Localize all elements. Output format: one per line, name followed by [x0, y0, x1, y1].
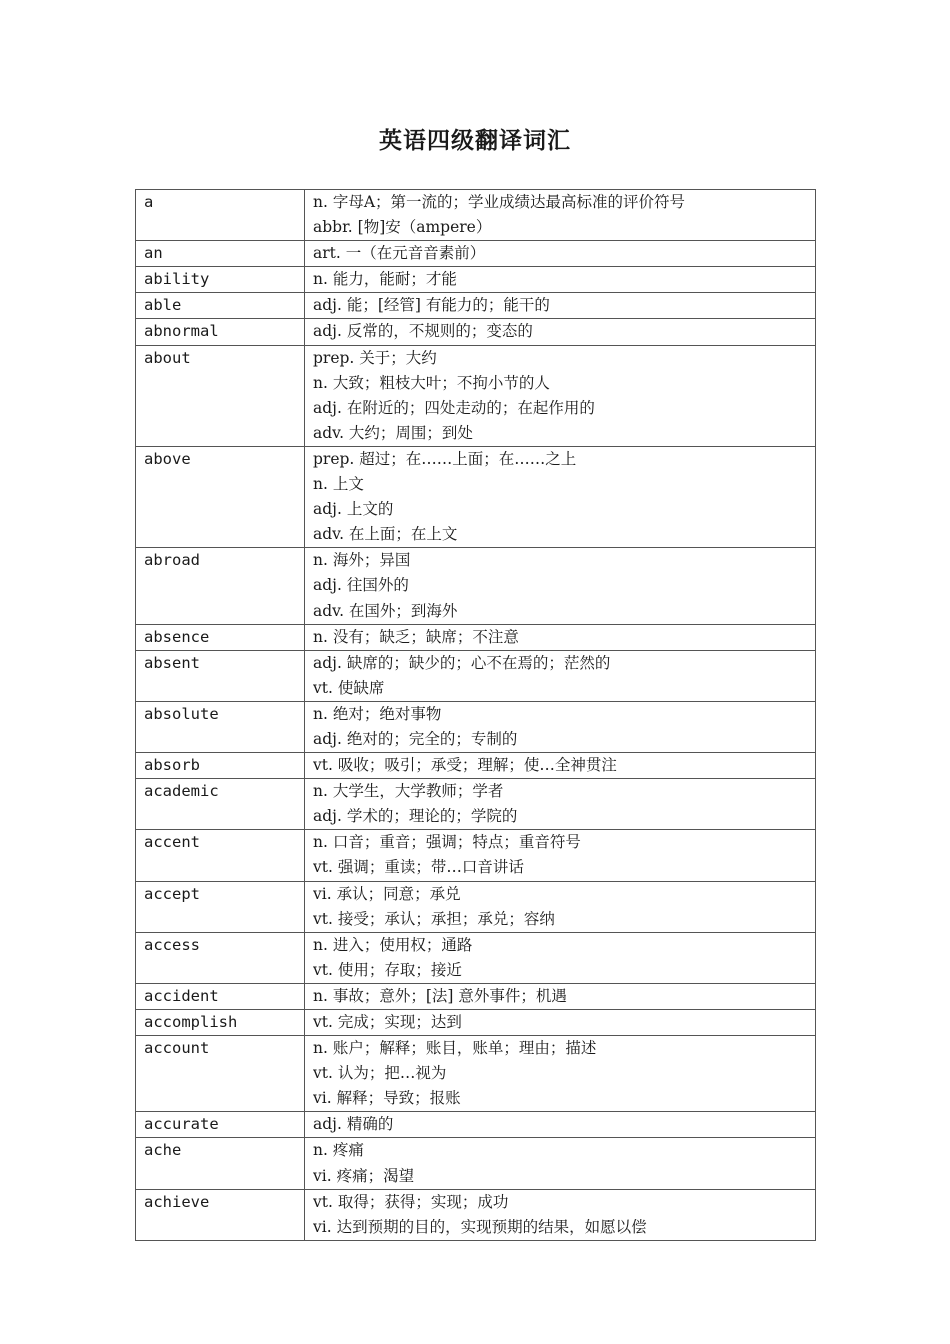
table-row [136, 1112, 816, 1138]
word-cell [136, 267, 305, 293]
table-row [136, 345, 816, 446]
definition-cell [305, 241, 816, 267]
definition-line: n. 字母A；第一流的；学业成绩达最高标准的评价符号 [313, 193, 686, 211]
definition-cell [305, 881, 816, 932]
definition-line: vi. 达到预期的目的，实现预期的结果，如愿以偿 [313, 1217, 647, 1236]
definition-line: adj. 缺席的；缺少的；心不在焉的；茫然的 [313, 653, 611, 672]
headword: a [144, 193, 154, 211]
definition-cell [305, 830, 816, 881]
table-row [136, 779, 816, 830]
definition-line: n. 大致；粗枝大叶；不拘小节的人 [313, 373, 550, 392]
definition-cell [305, 779, 816, 830]
definition-line: vt. 取得；获得；实现；成功 [313, 1192, 509, 1211]
table-row [136, 1189, 816, 1240]
headword: accident [144, 986, 219, 1005]
definition-cell [305, 1189, 816, 1240]
definition-line: adv. 在上面；在上文 [313, 525, 458, 544]
headword: absolute [144, 704, 219, 723]
definition-cell [305, 624, 816, 650]
word-cell [136, 650, 305, 701]
definition-line: adj. 学术的；理论的；学院的 [313, 807, 518, 826]
definition-cell [305, 190, 816, 241]
headword: able [144, 296, 182, 315]
word-cell [136, 624, 305, 650]
definition-cell [305, 293, 816, 319]
definition-line: vi. 承认；同意；承兑 [313, 884, 461, 903]
definition-cell [305, 1138, 816, 1189]
definition-line: prep. 关于；大约 [313, 348, 437, 367]
vocabulary-table [135, 189, 816, 1241]
word-cell [136, 881, 305, 932]
definition-line: adj. 绝对的；完全的；专制的 [313, 729, 518, 748]
definition-line: adj. 上文的 [313, 500, 394, 519]
definition-cell [305, 1036, 816, 1112]
definition-line: n. 没有；缺乏；缺席；不注意 [313, 627, 519, 646]
word-cell [136, 548, 305, 624]
definition-line: vt. 强调；重读；带…口音讲话 [313, 858, 524, 877]
headword: account [144, 1039, 210, 1058]
word-cell [136, 190, 305, 241]
table-row [136, 650, 816, 701]
headword: absent [144, 653, 200, 672]
word-cell [136, 319, 305, 345]
definition-line: vi. 疼痛；渴望 [313, 1166, 415, 1185]
definition-line: adj. 能；[经管] 有能力的；能干的 [313, 296, 550, 315]
definition-line: abbr. [物]安（ampere） [313, 218, 492, 237]
word-cell [136, 1036, 305, 1112]
definition-line: n. 事故；意外；[法] 意外事件；机遇 [313, 986, 567, 1005]
word-cell [136, 293, 305, 319]
headword: accept [144, 884, 200, 903]
word-cell [136, 1112, 305, 1138]
definition-line: n. 进入；使用权；通路 [313, 935, 473, 954]
table-row [136, 830, 816, 881]
definition-line: vt. 使缺席 [313, 678, 385, 697]
word-cell [136, 983, 305, 1009]
definition-line: vt. 认为；把…视为 [313, 1064, 447, 1083]
headword: achieve [144, 1192, 210, 1211]
word-cell [136, 1138, 305, 1189]
headword: abroad [144, 551, 200, 570]
definition-line: n. 口音；重音；强调；特点；重音符号 [313, 833, 581, 852]
definition-cell [305, 446, 816, 547]
definition-line: n. 上文 [313, 475, 364, 494]
headword: access [144, 935, 200, 954]
word-cell [136, 345, 305, 446]
word-cell [136, 779, 305, 830]
definition-cell [305, 932, 816, 983]
headword: absorb [144, 756, 200, 775]
table-row [136, 1138, 816, 1189]
headword: ache [144, 1141, 182, 1160]
headword: abnormal [144, 322, 219, 341]
table-row [136, 190, 816, 241]
word-cell [136, 753, 305, 779]
headword: absence [144, 627, 210, 646]
definition-line: n. 海外；异国 [313, 551, 411, 570]
table-row [136, 701, 816, 752]
definition-cell [305, 319, 816, 345]
table-row [136, 241, 816, 267]
definition-cell [305, 548, 816, 624]
definition-line: n. 绝对；绝对事物 [313, 704, 442, 723]
headword: above [144, 449, 191, 468]
table-row [136, 983, 816, 1009]
definition-line: prep. 超过；在……上面；在……之上 [313, 449, 577, 468]
table-row [136, 293, 816, 319]
definition-line: adv. 大约；周围；到处 [313, 423, 473, 442]
table-row [136, 932, 816, 983]
word-cell [136, 1010, 305, 1036]
definition-cell [305, 650, 816, 701]
definition-line: vt. 接受；承认；承担；承兑；容纳 [313, 909, 555, 928]
table-row [136, 624, 816, 650]
definition-cell [305, 267, 816, 293]
word-cell [136, 830, 305, 881]
definition-line: adj. 反常的，不规则的；变态的 [313, 322, 533, 341]
table-row [136, 319, 816, 345]
headword: ability [144, 270, 210, 289]
definition-line: vt. 使用；存取；接近 [313, 960, 462, 979]
definition-cell [305, 1112, 816, 1138]
definition-line: n. 能力，能耐；才能 [313, 270, 457, 289]
definition-line: vt. 吸收；吸引；承受；理解；使…全神贯注 [313, 756, 617, 775]
definition-line: n. 疼痛 [313, 1141, 364, 1160]
definition-line: adj. 在附近的；四处走动的；在起作用的 [313, 398, 595, 417]
definition-cell [305, 345, 816, 446]
table-row [136, 446, 816, 547]
word-cell [136, 1189, 305, 1240]
word-cell [136, 241, 305, 267]
definition-line: n. 账户；解释；账目，账单；理由；描述 [313, 1039, 597, 1058]
table-row [136, 881, 816, 932]
definition-line: art. 一（在元音音素前） [313, 244, 486, 263]
headword: about [144, 348, 191, 367]
page-title: 英语四级翻译词汇 [379, 127, 571, 154]
table-row [136, 1036, 816, 1112]
definition-cell [305, 1010, 816, 1036]
definition-line: n. 大学生，大学教师；学者 [313, 782, 504, 801]
table-row [136, 753, 816, 779]
headword: an [144, 244, 163, 263]
headword: accent [144, 833, 200, 852]
word-cell [136, 932, 305, 983]
definition-line: adj. 精确的 [313, 1115, 394, 1134]
definition-line: adv. 在国外；到海外 [313, 601, 458, 620]
word-cell [136, 446, 305, 547]
definition-cell [305, 701, 816, 752]
definition-cell [305, 983, 816, 1009]
table-row [136, 267, 816, 293]
headword: accurate [144, 1115, 219, 1134]
definition-line: vt. 完成；实现；达到 [313, 1013, 462, 1031]
headword: accomplish [144, 1013, 238, 1031]
table-row [136, 548, 816, 624]
word-cell [136, 701, 305, 752]
headword: academic [144, 782, 219, 801]
definition-line: vi. 解释；导致；报账 [313, 1089, 461, 1108]
definition-cell [305, 753, 816, 779]
definition-line: adj. 往国外的 [313, 576, 409, 595]
table-row [136, 1010, 816, 1036]
